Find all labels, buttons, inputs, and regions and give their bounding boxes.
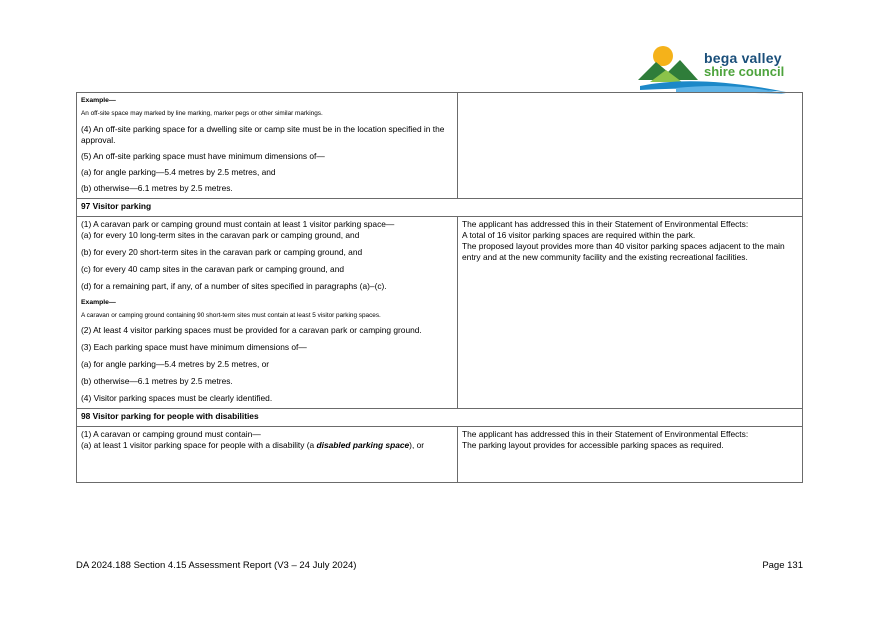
clause-text: (3) Each parking space must have minimum dimensions of— xyxy=(81,342,307,352)
comment-cell xyxy=(458,216,803,409)
clause-text-part: (a) at least 1 visitor parking space for people with a disability (a xyxy=(81,440,317,450)
table-row xyxy=(77,216,803,409)
clause-text: (d) for a remaining part, if any, of a number of sites specified in paragraphs (a)–(c). xyxy=(81,280,387,291)
comment-cell xyxy=(458,427,803,483)
logo-text-line2: shire council xyxy=(704,64,785,79)
comment-text: The applicant has addressed this in their Statement of Environmental Effects: xyxy=(462,218,749,229)
clause-text: (b) otherwise—6.1 metres by 2.5 metres. xyxy=(81,182,233,193)
example-text: A caravan or camping ground containing 90 short-term sites must contain at least 5 visitor parking spaces. xyxy=(81,311,381,319)
table-row xyxy=(77,427,803,483)
example-label: Example— xyxy=(81,97,116,104)
assessment-table xyxy=(76,92,803,483)
comment-text: The applicant has addressed this in their Statement of Environmental Effects: xyxy=(462,429,749,439)
example-text: An off-site space may marked by line marking, marker pegs or other similar markings. xyxy=(81,110,323,117)
section-heading: 97 Visitor parking xyxy=(77,198,803,216)
logo-text-line1: bega valley xyxy=(704,50,782,66)
defined-term: disabled parking space xyxy=(316,440,410,450)
section-heading-row xyxy=(77,409,803,427)
clause-text xyxy=(81,440,453,451)
clause-text: (2) At least 4 visitor parking spaces must be provided for a caravan park or camping ground. xyxy=(81,325,422,335)
clause-cell xyxy=(77,216,458,409)
section-heading-row xyxy=(77,198,803,216)
clause-text: (b) for every 20 short-term sites in the caravan park or camping ground, and xyxy=(81,246,363,257)
clause-text: (1) A caravan or camping ground must contain— xyxy=(81,429,261,439)
clause-text: (4) An off-site parking space for a dwelling site or camp site must be in the location specified in the approval. xyxy=(81,123,445,145)
clause-text: (5) An off-site parking space must have minimum dimensions of— xyxy=(81,150,325,161)
example-label: Example— xyxy=(81,298,116,306)
comment-text: The parking layout provides for accessible parking spaces as required. xyxy=(462,440,724,450)
clause-text: (a) for angle parking—5.4 metres by 2.5 metres, and xyxy=(81,166,276,177)
comment-text: A total of 16 visitor parking spaces are required within the park. xyxy=(462,229,696,240)
clause-text: (c) for every 40 camp sites in the caravan park or camping ground, and xyxy=(81,263,345,274)
footer-page-number: Page 131 xyxy=(762,560,803,571)
comment-text: The proposed layout provides more than 40 visitor parking spaces adjacent to the main entry and at the new community facility and the existing recreational facilities. xyxy=(462,240,785,262)
clause-text: (1) A caravan park or camping ground must contain at least 1 visitor parking space— xyxy=(81,218,395,229)
footer-report-title: DA 2024.188 Section 4.15 Assessment Report (V3 – 24 July 2024) xyxy=(76,560,357,571)
clause-text: (4) Visitor parking spaces must be clearly identified. xyxy=(81,393,273,403)
clause-text-part: ), or xyxy=(409,440,425,450)
clause-cell xyxy=(77,93,458,199)
clause-text: (a) for every 10 long-term sites in the caravan park or camping ground, and xyxy=(81,229,360,240)
clause-text: (b) otherwise—6.1 metres by 2.5 metres. xyxy=(81,376,233,386)
section-heading: 98 Visitor parking for people with disabilities xyxy=(77,409,803,427)
clause-text: (a) for angle parking—5.4 metres by 2.5 metres, or xyxy=(81,359,270,369)
comment-cell xyxy=(458,93,803,199)
table-row xyxy=(77,93,803,199)
clause-cell xyxy=(77,427,458,483)
